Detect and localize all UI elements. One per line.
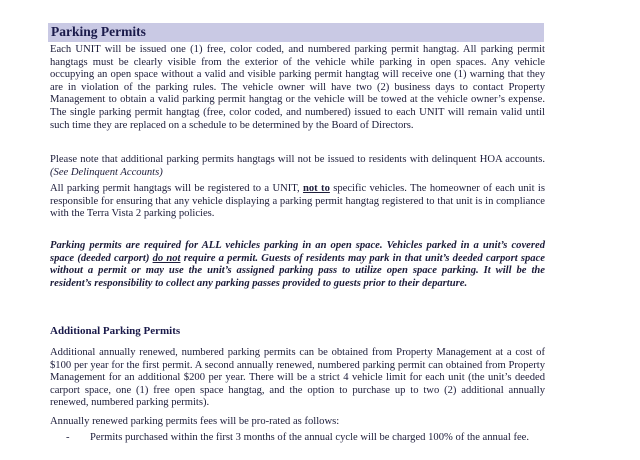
paragraph-registration: [50, 183, 545, 221]
bullet-dash: -: [66, 432, 70, 443]
registration-emphasis: not to: [302, 183, 330, 194]
section-title: Parking Permits: [51, 24, 146, 39]
section-header-bar: [48, 23, 544, 42]
delinquent-text: Please note that additional parking permits hangtags will not be issued to residents with delinquent HOA accounts.: [50, 154, 545, 165]
registration-text-a: All parking permit hangtags will be registered to a UNIT,: [50, 183, 300, 194]
paragraph-proration-intro: Annually renewed parking permits fees will be pro-rated as follows:: [50, 416, 340, 427]
paragraph-permit-issuance: Each UNIT will be issued one (1) free, color coded, and numbered parking permit hangtag. All parking permit hangtags must be clearly visible from the exterior of the vehicle while parking in open spaces. Any vehicle occupying an open space without a valid and visible parking permit hangtag will receive one (1) warning that they are in violation of the parking rules. The vehicle owner will have two (2) business days to contact Property Management to obtain a valid parking permit hangtag or the vehicle will be towed at the vehicle owner’s expense. The single parking permit hangtag (free, color coded, and numbered) issued to each UNIT will remain valid until such time they are replaced on a schedule to be determined by the Board of Directors.: [50, 44, 545, 131]
open-space-emphasis: do not: [152, 252, 181, 264]
delinquent-note: (See Delinquent Accounts): [50, 166, 163, 178]
paragraph-additional-permits: Additional annually renewed, numbered parking permits can be obtained from Property Management at a cost of $100 per year for the first permit. A second annually renewed, numbered parking permit can obtained from Property Management for an additional $200 per year. There will be a strict 4 vehicle limit for each unit (the unit’s deeded carport space, one (1) free open space hangtag, and the option to purchase up to two (2) additional annually renewed, numbered parking permits).: [50, 347, 545, 409]
paragraph-delinquent-accounts: [50, 154, 545, 179]
subheading-additional-permits: Additional Parking Permits: [50, 325, 181, 337]
bullet-text: Permits purchased within the first 3 months of the annual cycle will be charged 100% of the annual fee.: [90, 432, 530, 443]
open-space-text-b: require a permit. Guests of residents may park in that unit’s deeded carport space without a permit or may use the unit’s assigned parking pass to utilize open space parking. It will be the resident’s responsibility to collect any parking passes provided to guests prior to their departure.: [50, 252, 545, 289]
paragraph-open-space-rules: [50, 240, 545, 290]
open-space-text-a: Parking permits are required for ALL vehicles parking in an open space. Vehicles parked in a unit’s covered space (deeded carport): [50, 240, 545, 264]
registration-text-b: specific vehicles. The homeowner of each unit is responsible for ensuring that any vehicle displaying a parking permit hangtag registered to that unit is in compliance with the Terra Vista 2 parking policies.: [50, 183, 545, 220]
